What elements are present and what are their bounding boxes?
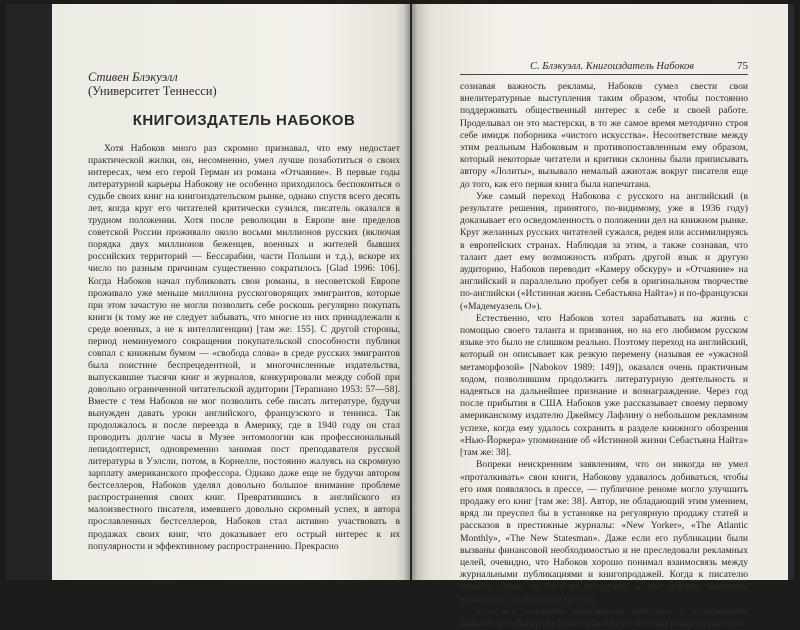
right-body-text bbox=[460, 81, 748, 630]
book-gutter bbox=[404, 4, 418, 580]
author-affiliation: (Университет Теннесси) bbox=[88, 84, 217, 98]
left-body-text bbox=[88, 143, 400, 553]
paragraph: Хотя Набоков много раз скромно признавал, что ему недостает практической жилки, он, несомненно, умел лучше позаботиться о своих интересах, чем его герой Герман из романа «Отчаяние». В первые годы литературной карьеры Набокову не особенно приходилось беспокоиться о судьбе своих книг на книгоиздательском рынке, однако спустя всего десять лет, когда круг его читателей критически сузился, писатель оказался в трудном положении. Хотя после революции в Европе вне пределов советской России проживало около восьми миллионов русских (включая порядка двух миллионов беженцев, военных и жителей бывших российских территорий — Бессарабии, части Польши и т.д.), вскоре их число по разным причинам существенно сократилось [Glad 1996: 106]. Когда Набоков начал публиковать свои романы, в несоветской Европе проживало уже меньше миллиона русскоговорящих эмигрантов, которые при этом зачастую не могли позволить себе роскошь регулярно покупать книги (к тому же не следует забывать, что многие из них принадлежали к среде военных, а не к интеллигенции) [там же: 155]. С другой стороны, период неминуемого сокращения покупательской способности публики совпал с книжным бумом — «свобода слова» в среде русских эмигрантов была поистине беспрецедентной, и многочисленные издательства, выпускавшие тысячи книг и журналов, конкурировали между собой при довольно ограниченной читательской аудитории [Терапиано 1953: 57—58]. Вместе с тем Набоков не мог позволить себе писать литературе, будучи вынужден давать уроки английского, французского и тенниса. Так продолжалось и после переезда в Америку, где в 1940 году он стал проводить долгие часы в Музее энтомологии как профессиональный лепидоптерист, одновременно занимая пост преподавателя русской литературы в Уэлсли, потом, в Корнелле, постоянно жалуясь на скромную зарплату американского профессора. Однако даже еще не будучи автором бестселлеров, Набоков уделял довольно большое внимание проблеме распространения своих книг. Превратившись в английского из малоизвестного писателя, имевшего довольно скромный успех, в автора прославленных бестселлеров, Набоков стал активно участвовать в продажах своих книг, что доказывает его острый интерес к их популярности и эффективному распространению. Прекрасно bbox=[88, 143, 400, 552]
paragraph: Уже самый переход Набокова с русского на английский (в результате решения, принятого, по-видимому, уже в 1936 году) доказывает его осведомленность о положении дел на книжном рынке. Круг желанных русских читателей сужался, редея или ассимилируясь в европейских странах. Наблюдая за этим, а также сознавая, что талант дает ему возможность избрать другой язык и другую аудиторию, Набоков переводит «Камеру обскуру» и «Отчаяние» на английский и параллельно пробует себя в оригинальном творчестве по-английски («Истинная жизнь Себастьяна Найта») и по-французски («Мадемуазель О»). bbox=[460, 190, 748, 312]
book-spread bbox=[6, 4, 794, 629]
left-page bbox=[52, 4, 410, 580]
chapter-title: КНИГОИЗДАТЕЛЬ НАБОКОВ bbox=[132, 112, 356, 129]
right-page bbox=[412, 4, 788, 629]
page-number: 75 bbox=[737, 60, 748, 72]
paragraph: Вопреки неискренним заявлениям, что он никогда не умел «проталкивать» свои книги, Набокову удавалось добиваться, чтобы его имя появлялось в прессе, — публичное реноме могло улучшить продажу его книг [там же: 38]. Автор, не обладающий этим умением, вряд ли преуспел бы в установке на регулярную продажу статей и рассказов в престижные журналы: «New Yorker», «The Atlantic Monthly», «The New Statesman». Даже если его публикации были вызваны финансовой необходимостью и не преследовали рекламных целей, очевидно, что Набоков хорошо понимал взаимосвязь между журнальными публикациями и книгопродажей. Когда к писателю пришла слава, он был во всеоружии и мог извлечь максимум возможного из внимания прессы. bbox=[460, 459, 748, 605]
paragraph: сознавая важность рекламы, Набоков сумел свести свои внелитературные выступления таким образом, чтобы постоянно поддерживать общественный интерес к себе и своей работе. Проделывал он это мастерски, в то же самое время методично строя себе имидж поборника «чистого искусства». Несоответствие между этим реальным Набоковым и противопоставленным ему образом, который некоторые читатели и критики склонны были приписывать автору «Лолиты», вызывало немалый ажиотаж вокруг писателя еще до того, как его первая книга была напечатана. bbox=[460, 81, 748, 190]
book-cover-edge bbox=[6, 4, 54, 580]
running-head bbox=[460, 60, 748, 75]
running-head-title: С. Блэкуэлл. Книгоиздатель Набоков bbox=[530, 61, 694, 72]
author-name: Стивен Блэкуэлл bbox=[88, 70, 178, 84]
book-cover-edge-right bbox=[788, 4, 794, 580]
paragraph: Естественно, что Набоков хотел зарабатывать на жизнь с помощью своего таланта и призвания, но на его любимом русском языке это было не слишком реально. Поэтому переход на английский, который он описывает как резкую перемену (называя ее «ужасной метаморфозой» [Nabokov 1989: 149]), оказался очень практичным ходом, позволившим продолжить литературную деятельность и надеяться на дальнейшее признание и вознаграждение. Через год после прибытия в США Набоков уже рассказывает своему первому американскому издателю Джеймсу Лафлину о небольшом рекламном успехе, когда ему удалось сохранить в разделе книжного обозрения «Нью-Йоркера» упоминание об «Истинной жизни Себастьяна Найта» [там же: 38]. bbox=[460, 312, 748, 459]
paragraph: Есть все основания скептически отнестись к утверждению набоковского биографа Брайана Бойда, по мнению которого писатель bbox=[460, 605, 748, 629]
